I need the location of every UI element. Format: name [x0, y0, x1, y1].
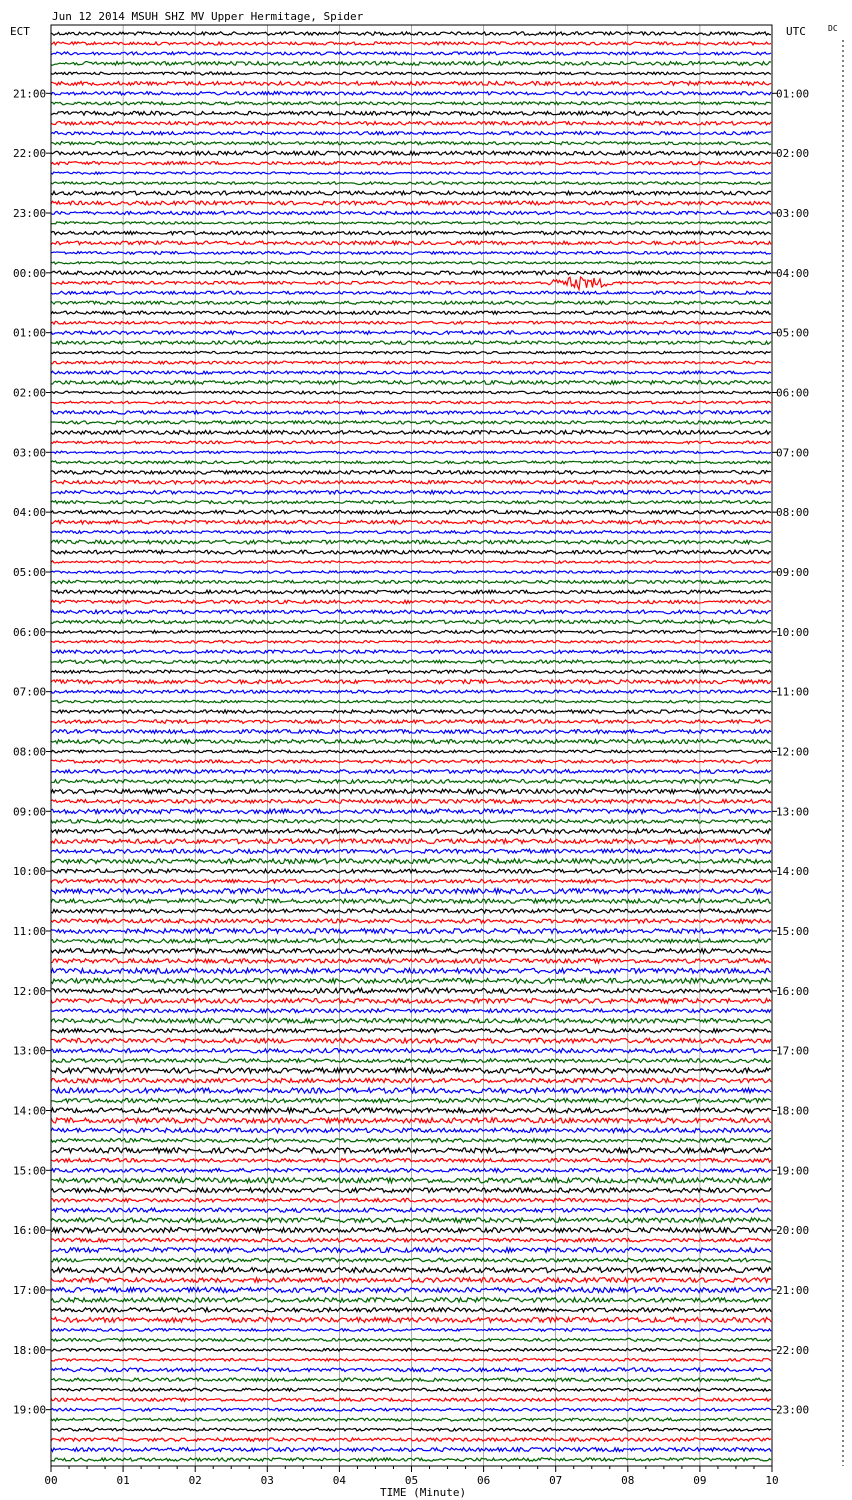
seismic-trace — [51, 1458, 771, 1461]
seismic-trace — [51, 1059, 771, 1063]
seismic-trace — [51, 700, 771, 703]
seismic-trace — [51, 1159, 771, 1163]
left-hour-label: 00:00 — [13, 266, 47, 280]
seismic-trace — [51, 550, 771, 554]
right-hour-label: 21:00 — [776, 1283, 810, 1297]
seismic-trace — [51, 1098, 771, 1102]
seismic-trace — [51, 321, 771, 324]
seismic-trace — [51, 62, 771, 66]
seismic-trace — [51, 1388, 771, 1391]
seismic-trace — [51, 1359, 771, 1361]
seismic-trace — [51, 301, 771, 304]
left-hour-label: 12:00 — [13, 984, 47, 998]
seismic-trace — [51, 590, 771, 594]
seismic-trace — [51, 1268, 771, 1273]
left-hour-label: 02:00 — [13, 386, 47, 400]
seismic-trace — [51, 480, 771, 484]
seismic-trace — [51, 411, 771, 414]
seismic-trace — [51, 600, 771, 603]
seismic-trace — [51, 241, 771, 245]
seismic-trace — [51, 471, 771, 475]
right-hour-label: 04:00 — [776, 266, 810, 280]
right-hour-label: 17:00 — [776, 1044, 810, 1058]
seismic-trace — [51, 779, 771, 783]
seismic-trace — [51, 201, 771, 205]
seismic-trace — [51, 1049, 771, 1053]
right-hour-label: 13:00 — [776, 805, 810, 819]
seismic-trace — [51, 1308, 771, 1312]
seismic-trace — [51, 1238, 771, 1242]
seismic-trace — [51, 730, 771, 734]
seismic-trace — [51, 909, 771, 913]
left-hour-label: 07:00 — [13, 685, 47, 699]
seismic-trace — [51, 510, 771, 514]
seismic-trace — [51, 490, 771, 494]
left-hour-label: 16:00 — [13, 1224, 47, 1238]
left-hour-label: 08:00 — [13, 745, 47, 759]
seismic-trace — [51, 1329, 771, 1332]
seismic-trace — [51, 1348, 771, 1351]
seismic-trace — [51, 222, 771, 224]
left-hour-label: 17:00 — [13, 1283, 47, 1297]
seismic-traces — [51, 32, 771, 1461]
seismic-trace — [51, 1317, 771, 1322]
minute-tick-label: 01 — [116, 1474, 130, 1487]
seismic-trace — [51, 1088, 771, 1093]
seismic-trace — [51, 1188, 771, 1193]
left-hour-label: 23:00 — [13, 206, 47, 220]
seismic-trace — [51, 121, 771, 125]
seismic-trace — [51, 1298, 771, 1303]
right-hour-label: 22:00 — [776, 1343, 810, 1357]
left-hour-label: 15:00 — [13, 1164, 47, 1178]
seismic-trace — [51, 789, 771, 793]
seismic-trace — [51, 531, 771, 534]
seismic-trace — [51, 1438, 771, 1441]
minute-tick-label: 05 — [404, 1474, 419, 1487]
seismic-trace — [51, 829, 771, 833]
seismic-trace — [51, 132, 771, 135]
seismic-trace — [51, 1408, 771, 1411]
chart-title: Jun 12 2014 MSUH SHZ MV Upper Hermitage, Spider — [52, 10, 364, 23]
seismic-trace — [51, 1198, 771, 1202]
right-hour-label: 23:00 — [776, 1403, 810, 1417]
right-hour-label: 20:00 — [776, 1224, 810, 1238]
right-hour-label: 11:00 — [776, 685, 810, 699]
axes — [13, 87, 809, 1487]
left-hour-label: 21:00 — [13, 87, 47, 101]
seismic-trace — [51, 501, 771, 504]
seismic-trace — [51, 102, 771, 105]
right-hour-label: 18:00 — [776, 1104, 810, 1118]
seismic-trace — [51, 1078, 771, 1082]
seismic-trace — [51, 1228, 771, 1233]
seismic-trace — [51, 191, 771, 195]
seismic-trace — [51, 381, 771, 385]
seismic-trace — [51, 879, 771, 883]
seismic-trace — [51, 1118, 771, 1123]
right-hour-label: 16:00 — [776, 984, 810, 998]
left-hour-label: 18:00 — [13, 1343, 47, 1357]
seismic-trace — [51, 1448, 771, 1452]
seismic-trace — [51, 351, 771, 353]
seismic-trace — [51, 1139, 771, 1143]
seismic-trace — [51, 1009, 771, 1013]
seismic-trace — [51, 262, 771, 264]
seismic-trace — [51, 371, 771, 374]
seismic-trace — [51, 1288, 771, 1293]
seismic-trace — [51, 819, 771, 823]
seismic-trace — [51, 1428, 771, 1431]
right-hour-label: 02:00 — [776, 147, 810, 161]
seismic-trace — [51, 52, 771, 55]
seismic-trace — [51, 151, 771, 155]
seismic-trace — [51, 461, 771, 464]
seismic-trace — [51, 710, 771, 713]
left-timezone-label: ECT — [10, 25, 30, 38]
seismic-trace — [51, 172, 771, 174]
minute-tick-label: 02 — [188, 1474, 202, 1487]
left-hour-label: 03:00 — [13, 446, 47, 460]
seismic-trace — [51, 929, 771, 934]
seismic-trace — [51, 42, 771, 45]
right-hour-label: 12:00 — [776, 745, 810, 759]
seismic-trace — [51, 998, 771, 1003]
seismic-trace — [51, 968, 771, 973]
seismic-trace — [51, 561, 771, 563]
seismic-trace — [51, 1368, 771, 1372]
seismic-trace — [51, 889, 771, 894]
left-hour-label: 22:00 — [13, 147, 47, 161]
right-hour-label: 14:00 — [776, 865, 810, 879]
seismic-trace — [51, 770, 771, 774]
minute-tick-label: 08 — [621, 1474, 635, 1487]
seismic-trace — [51, 271, 771, 275]
left-hour-label: 19:00 — [13, 1403, 47, 1417]
right-hour-label: 01:00 — [776, 87, 810, 101]
seismic-trace — [51, 361, 771, 364]
seismic-trace — [51, 231, 771, 235]
seismic-trace — [51, 1278, 771, 1283]
seismic-trace — [51, 720, 771, 724]
seismic-trace — [51, 251, 771, 254]
seismic-trace — [51, 1178, 771, 1183]
right-hour-label: 19:00 — [776, 1164, 810, 1178]
seismic-trace — [51, 1148, 771, 1153]
seismic-trace — [51, 919, 771, 923]
minute-tick-label: 09 — [693, 1474, 707, 1487]
seismic-trace — [51, 580, 771, 583]
seismic-trace — [51, 680, 771, 684]
seismic-trace — [51, 1208, 771, 1212]
seismic-trace — [51, 1218, 771, 1223]
seismic-trace — [51, 839, 771, 844]
dc-label: DC — [828, 24, 838, 33]
seismic-trace — [51, 111, 771, 115]
left-hour-label: 06:00 — [13, 625, 47, 639]
seismic-trace — [51, 740, 771, 744]
minute-tick-label: 04 — [332, 1474, 347, 1487]
seismic-trace — [51, 690, 771, 693]
seismic-trace — [51, 1108, 771, 1113]
seismic-trace — [51, 32, 771, 35]
seismic-trace — [51, 750, 771, 753]
seismic-trace — [51, 291, 771, 294]
minute-tick-label: 06 — [476, 1474, 491, 1487]
seismic-trace — [51, 311, 771, 314]
seismic-trace — [51, 571, 771, 574]
seismic-trace — [51, 869, 771, 873]
seismic-trace — [51, 1378, 771, 1381]
left-hour-label: 14:00 — [13, 1104, 47, 1118]
left-hour-label: 05:00 — [13, 565, 47, 579]
seismic-trace — [51, 939, 771, 943]
seismic-trace — [51, 849, 771, 853]
seismic-trace — [51, 1128, 771, 1132]
seismic-trace — [51, 277, 771, 289]
right-hour-label: 08:00 — [776, 506, 810, 520]
seismic-trace — [51, 1019, 771, 1023]
seismic-trace — [51, 1338, 771, 1341]
right-hour-label: 06:00 — [776, 386, 810, 400]
seismic-trace — [51, 391, 771, 394]
seismic-trace — [51, 1398, 771, 1401]
seismic-trace — [51, 610, 771, 614]
seismic-trace — [51, 978, 771, 983]
seismic-trace — [51, 670, 771, 673]
right-hour-label: 10:00 — [776, 625, 810, 639]
seismic-trace — [51, 1168, 771, 1172]
seismic-trace — [51, 660, 771, 663]
right-timezone-label: UTC — [786, 25, 806, 38]
seismic-trace — [51, 809, 771, 814]
seismic-trace — [51, 650, 771, 653]
seismic-trace — [51, 1258, 771, 1262]
seismic-trace — [51, 401, 771, 404]
x-axis-title: TIME (Minute) — [380, 1486, 467, 1499]
left-hour-label: 10:00 — [13, 865, 47, 879]
seismic-trace — [51, 1248, 771, 1253]
seismic-trace — [51, 899, 771, 903]
seismic-trace — [51, 540, 771, 544]
minute-tick-label: 00 — [44, 1474, 58, 1487]
right-hour-label: 03:00 — [776, 206, 810, 220]
seismic-trace — [51, 421, 771, 424]
seismic-trace — [51, 451, 771, 453]
seismic-trace — [51, 1038, 771, 1043]
seismic-trace — [51, 182, 771, 185]
right-hour-label: 09:00 — [776, 565, 810, 579]
seismic-trace — [51, 959, 771, 963]
right-hour-label: 07:00 — [776, 446, 810, 460]
minute-tick-label: 10 — [765, 1474, 779, 1487]
right-hour-label: 05:00 — [776, 326, 810, 340]
seismic-trace — [51, 441, 771, 444]
seismic-trace — [51, 1029, 771, 1033]
seismic-trace — [51, 430, 771, 434]
seismic-trace — [51, 520, 771, 524]
left-hour-label: 13:00 — [13, 1044, 47, 1058]
seismic-trace — [51, 641, 771, 644]
seismic-trace — [51, 620, 771, 623]
left-hour-label: 01:00 — [13, 326, 47, 340]
seismic-trace — [51, 859, 771, 864]
seismic-trace — [51, 1068, 771, 1073]
seismic-trace — [51, 949, 771, 953]
left-hour-label: 11:00 — [13, 924, 47, 938]
seismic-trace — [51, 1418, 771, 1421]
seismic-trace — [51, 988, 771, 993]
seismic-trace — [51, 72, 771, 75]
minute-tick-label: 03 — [260, 1474, 274, 1487]
seismic-trace — [51, 331, 771, 335]
left-hour-label: 04:00 — [13, 506, 47, 520]
seismic-trace — [51, 142, 771, 145]
seismic-trace — [51, 799, 771, 803]
seismic-trace — [51, 162, 771, 165]
seismic-trace — [51, 211, 771, 214]
seismic-trace — [51, 81, 771, 85]
minute-tick-label: 07 — [549, 1474, 563, 1487]
seismic-trace — [51, 630, 771, 633]
seismic-trace — [51, 760, 771, 763]
seismic-trace — [51, 92, 771, 95]
right-hour-label: 15:00 — [776, 924, 810, 938]
seismic-trace — [51, 341, 771, 344]
left-hour-label: 09:00 — [13, 805, 47, 819]
